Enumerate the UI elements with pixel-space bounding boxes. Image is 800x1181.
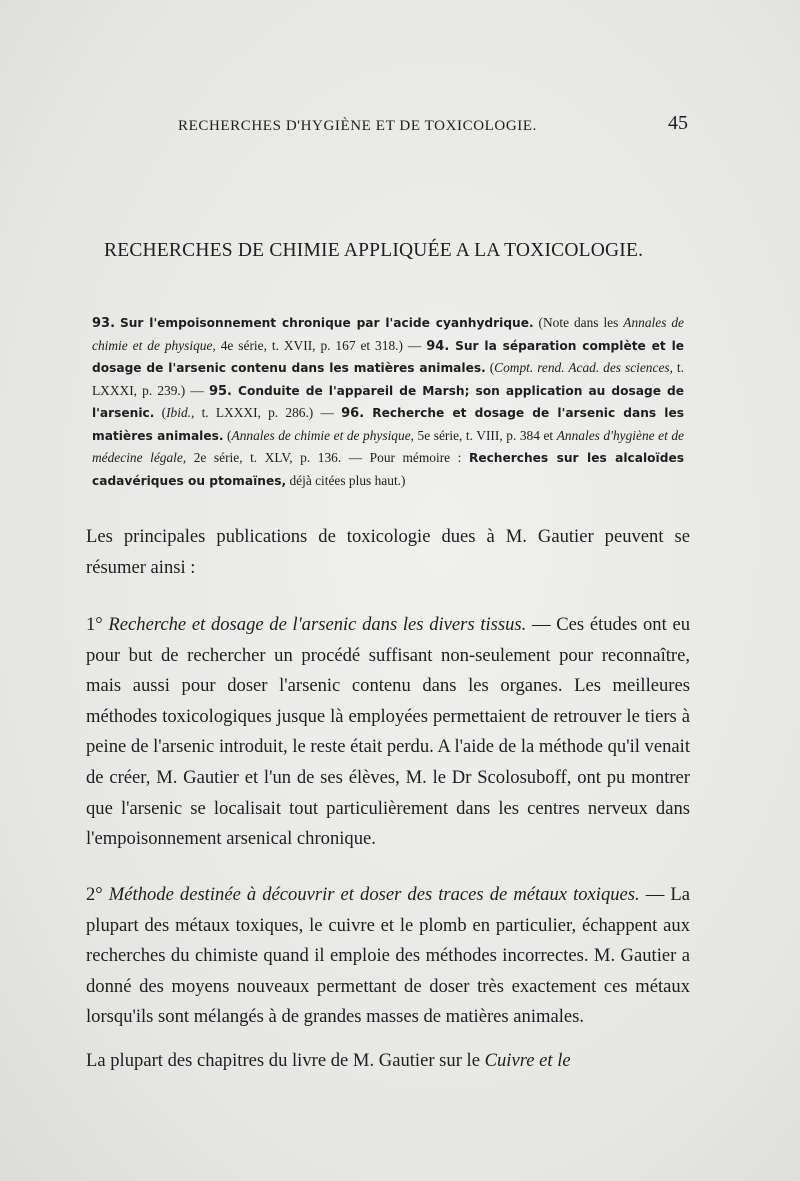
entry-journal-93: Annales de chimie et de physique bbox=[92, 315, 684, 353]
entry-journal-96: Annales de chimie et de physique bbox=[231, 427, 411, 443]
cuivre-italic: Cuivre et le bbox=[484, 1050, 571, 1071]
paragraph-cuivre-text bbox=[86, 1046, 690, 1077]
entry-number-96: 96. bbox=[341, 406, 365, 421]
item-title-arsenic: Recherche et dosage de l'arsenic dans les divers tissus. bbox=[108, 614, 527, 635]
entry-source-97: déjà citées plus haut.) bbox=[286, 472, 406, 488]
item-title-metaux: Méthode destinée à découvrir et doser des traces de métaux toxiques. bbox=[108, 884, 640, 905]
running-title: RECHERCHES D'HYGIÈNE ET DE TOXICOLOGIE. bbox=[178, 118, 538, 134]
intro-text: Les principales publications de toxicologie dues à M. Gautier peuvent se résumer ainsi : bbox=[86, 526, 690, 578]
entry-title-96: Recherche et dosage de l'arsenic dans les matières animales. bbox=[92, 406, 684, 443]
bibliography-entries bbox=[92, 312, 684, 492]
entry-source-93a: (Note dans les bbox=[533, 315, 624, 330]
entry-number-94: 94. bbox=[426, 338, 450, 354]
bibliography-block bbox=[92, 312, 684, 492]
entry-number-95: 95. bbox=[208, 383, 232, 399]
paragraph-arsenic bbox=[86, 610, 690, 855]
item-marker-2: 2° bbox=[86, 884, 109, 905]
entry-source-94b: , t. LXXXI, p. 239.) — bbox=[92, 360, 684, 398]
entry-journal-95: Ibid. bbox=[166, 405, 191, 420]
page-number: 45 bbox=[668, 112, 688, 134]
paragraph-arsenic-text bbox=[86, 610, 690, 855]
entry-source-94a: ( bbox=[485, 360, 495, 375]
item-text-metaux: — La plupart des métaux toxiques, le cuivre et le plomb en particulier, échappent aux recherches du chimiste quand il emploie des méthodes incorrectes. M. Gautier a donné des moyens nouveaux permettant de doser très exactement ces métaux lorsqu'ils sont mélangés à de grandes masses de matières animales. bbox=[86, 884, 690, 1028]
cuivre-text: La plupart des chapitres du livre de M. Gautier sur le bbox=[86, 1050, 485, 1071]
item-text-arsenic: — Ces études ont eu pour but de rechercher un procédé suffisant non-seulement pour reconnaître, mais aussi pour doser l'arsenic contenu dans les organes. Les meilleures méthodes toxicologiques jusque là employées permettaient de retrouver le tiers à peine de l'arsenic introduit, le reste était perdu. A l'aide de la méthode qu'il venait de créer, M. Gautier et l'un de ses élèves, M. le Dr Scolosuboff, ont pu montrer que l'arsenic se localisait tout particulièrement dans les centres nerveux dans l'empoisonnement arsenical chronique. bbox=[86, 614, 690, 850]
entry-number-93: 93. bbox=[92, 316, 116, 331]
section-title: RECHERCHES DE CHIMIE APPLIQUÉE A LA TOXICOLOGIE. bbox=[104, 240, 644, 261]
entry-source-95b: , t. LXXXI, p. 286.) — bbox=[191, 405, 342, 420]
entry-source-96c: , 2e série, t. XLV, p. 136. — Pour mémoire : bbox=[182, 450, 469, 465]
entry-source-93b: , 4e série, t. XVII, p. 167 et 318.) — bbox=[212, 337, 427, 353]
paragraph-intro-text bbox=[86, 522, 690, 583]
entry-journal-96b: Annales d'hygiène et de médecine légale bbox=[92, 427, 684, 465]
entry-title-97: Recherches sur les alcaloïdes cadavériques ou ptomaïnes, bbox=[92, 451, 684, 488]
entry-title-94: Sur la séparation complète et le dosage de l'arsenic contenu dans les matières animales. bbox=[92, 338, 685, 375]
entry-source-96b: , 5e série, t. VIII, p. 384 et bbox=[410, 427, 557, 443]
entry-title-93: Sur l'empoisonnement chronique par l'acide cyanhydrique. bbox=[119, 316, 534, 330]
entry-journal-94: Compt. rend. Acad. des sciences bbox=[494, 360, 670, 375]
paragraph-metaux-text bbox=[86, 880, 690, 1033]
entry-title-95: Conduite de l'appareil de Marsh; son application au dosage de l'arsenic. bbox=[92, 383, 684, 420]
paragraph-metaux bbox=[86, 880, 690, 1033]
paragraph-intro bbox=[86, 522, 690, 583]
entry-source-95a: ( bbox=[154, 405, 167, 420]
item-marker-1: 1° bbox=[86, 614, 109, 635]
paragraph-cuivre bbox=[86, 1046, 690, 1077]
entry-source-96a: ( bbox=[223, 427, 232, 443]
